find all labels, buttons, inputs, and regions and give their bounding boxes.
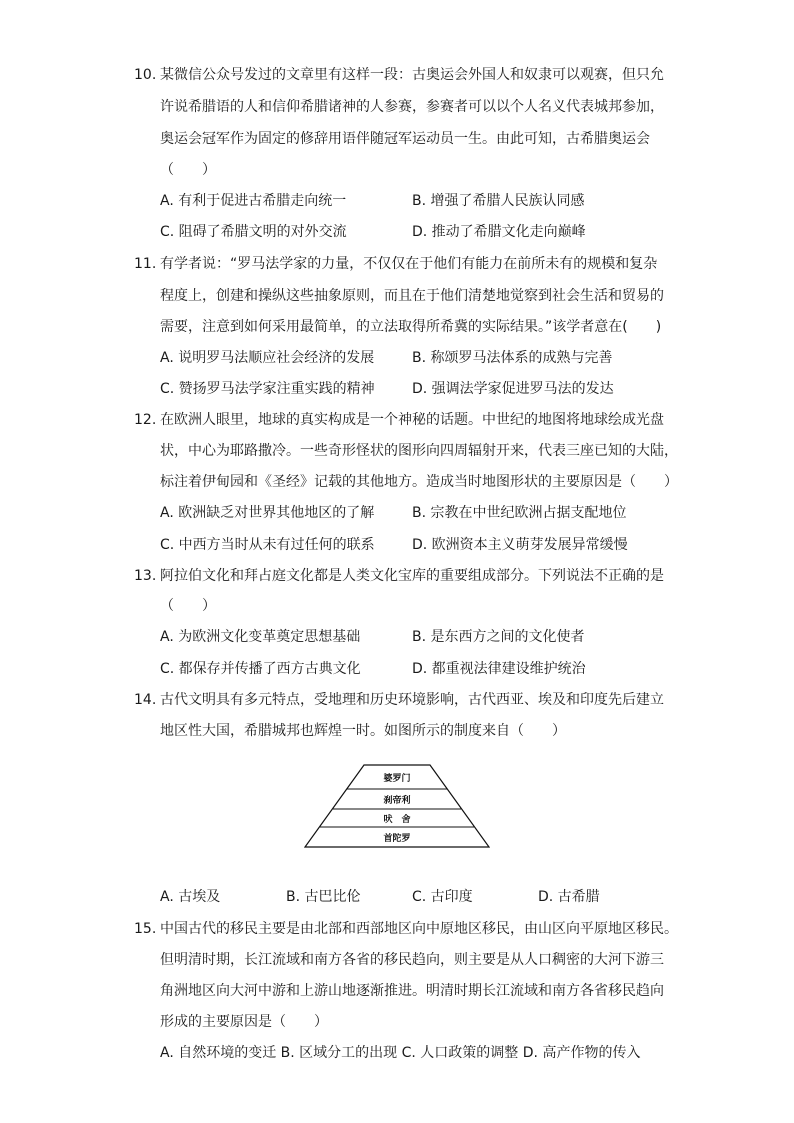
question-text-line: 许说希腊语的人和信仰希腊诸神的人参赛，参赛者可以以个人名义代表城邦参加，	[160, 99, 664, 115]
option-c[interactable]: C. 中西方当时从未有过任何的联系	[160, 537, 375, 553]
question-number: 10.	[134, 67, 157, 83]
question-number: 13.	[134, 568, 157, 584]
question-text-line: 角洲地区向大河中游和上游山地逐渐推进。明清时期长江流域和南方各省移民趋向	[160, 983, 664, 999]
question-text-line: 阿拉伯文化和拜占庭文化都是人类文化宝库的重要组成部分。下列说法不正确的是	[160, 568, 664, 584]
question-text-line: 需要，注意到如何采用最简单，的立法取得所希冀的实际结果。”该学者意在( )	[160, 319, 662, 335]
option-c[interactable]: C. 都保存并传播了西方古典文化	[160, 661, 361, 677]
option-a[interactable]: A. 有利于促进古希腊走向统一	[160, 193, 347, 209]
question-text-line: 在欧洲人眼里，地球的真实构成是一个神秘的话题。中世纪的地图将地球绘成光盘	[160, 412, 664, 428]
answer-blank: （ ）	[160, 162, 216, 178]
option-a[interactable]: A. 为欧洲文化变革奠定思想基础	[160, 629, 361, 645]
option-a[interactable]: A. 古埃及	[160, 889, 221, 905]
pyramid-level-2: 刹帝利	[383, 796, 411, 806]
question-number: 15.	[134, 921, 157, 937]
caste-pyramid-diagram	[304, 764, 490, 848]
question-text-line: 地区性大国，希腊城邦也辉煌一时。如图所示的制度来自（ ）	[160, 723, 566, 739]
question-text-line: 古代文明具有多元特点，受地理和历史环境影响，古代西亚、埃及和印度先后建立	[160, 692, 664, 708]
option-b[interactable]: B. 宗教在中世纪欧洲占据支配地位	[412, 505, 627, 521]
options-line[interactable]: A. 自然环境的变迁 B. 区域分工的出现 C. 人口政策的调整 D. 高产作物的传入	[160, 1045, 641, 1061]
option-d[interactable]: D. 欧洲资本主义萌芽发展异常缓慢	[412, 537, 628, 553]
question-text-line: 程度上，创建和操纵这些抽象原则，而且在于他们清楚地觉察到社会生活和贸易的	[160, 288, 664, 304]
pyramid-level-4: 首陀罗	[383, 834, 411, 844]
option-c[interactable]: C. 阻碍了希腊文明的对外交流	[160, 224, 347, 240]
option-b[interactable]: B. 增强了希腊人民族认同感	[412, 193, 585, 209]
question-number: 12.	[134, 412, 157, 428]
question-text-line: 标注着伊甸园和《圣经》记载的其他地方。造成当时地图形状的主要原因是（ ）	[160, 474, 678, 490]
option-d[interactable]: D. 推动了希腊文化走向巅峰	[412, 224, 586, 240]
option-c[interactable]: C. 赞扬罗马法学家注重实践的精神	[160, 381, 375, 397]
option-d[interactable]: D. 强调法学家促进罗马法的发达	[412, 381, 614, 397]
question-text-line: 中国古代的移民主要是由北部和西部地区向中原地区移民，由山区向平原地区移民。	[160, 921, 678, 937]
question-number: 14.	[134, 692, 157, 708]
question-text-line: 形成的主要原因是（ ）	[160, 1014, 328, 1030]
option-d[interactable]: D. 都重视法律建设维护统治	[412, 661, 586, 677]
option-b[interactable]: B. 是东西方之间的文化使者	[412, 629, 585, 645]
pyramid-level-1: 婆罗门	[383, 774, 411, 784]
question-text-line: 某微信公众号发过的文章里有这样一段：古奥运会外国人和奴隶可以观赛，但只允	[160, 67, 664, 83]
question-text-line: 奥运会冠军作为固定的修辞用语伴随冠军运动员一生。由此可知，古希腊奥运会	[160, 131, 650, 147]
option-a[interactable]: A. 说明罗马法顺应社会经济的发展	[160, 350, 375, 366]
question-text-line: 状，中心为耶路撒冷。一些奇形怪状的图形向四周辐射开来，代表三座已知的大陆，	[160, 443, 678, 459]
option-a[interactable]: A. 欧洲缺乏对世界其他地区的了解	[160, 505, 375, 521]
question-text-line: 有学者说：“罗马法学家的力量，不仅仅在于他们有能力在前所未有的规模和复杂	[160, 256, 658, 272]
answer-blank: （ ）	[160, 598, 216, 614]
option-b[interactable]: B. 古巴比伦	[286, 889, 361, 905]
question-number: 11.	[134, 256, 157, 272]
question-text-line: 但明清时期，长江流域和南方各省的移民趋向，则主要是从人口稠密的大河下游三	[160, 952, 664, 968]
pyramid-level-3: 吠 舍	[383, 815, 411, 825]
option-c[interactable]: C. 古印度	[412, 889, 473, 905]
option-b[interactable]: B. 称颂罗马法体系的成熟与完善	[412, 350, 613, 366]
option-d[interactable]: D. 古希腊	[538, 889, 600, 905]
